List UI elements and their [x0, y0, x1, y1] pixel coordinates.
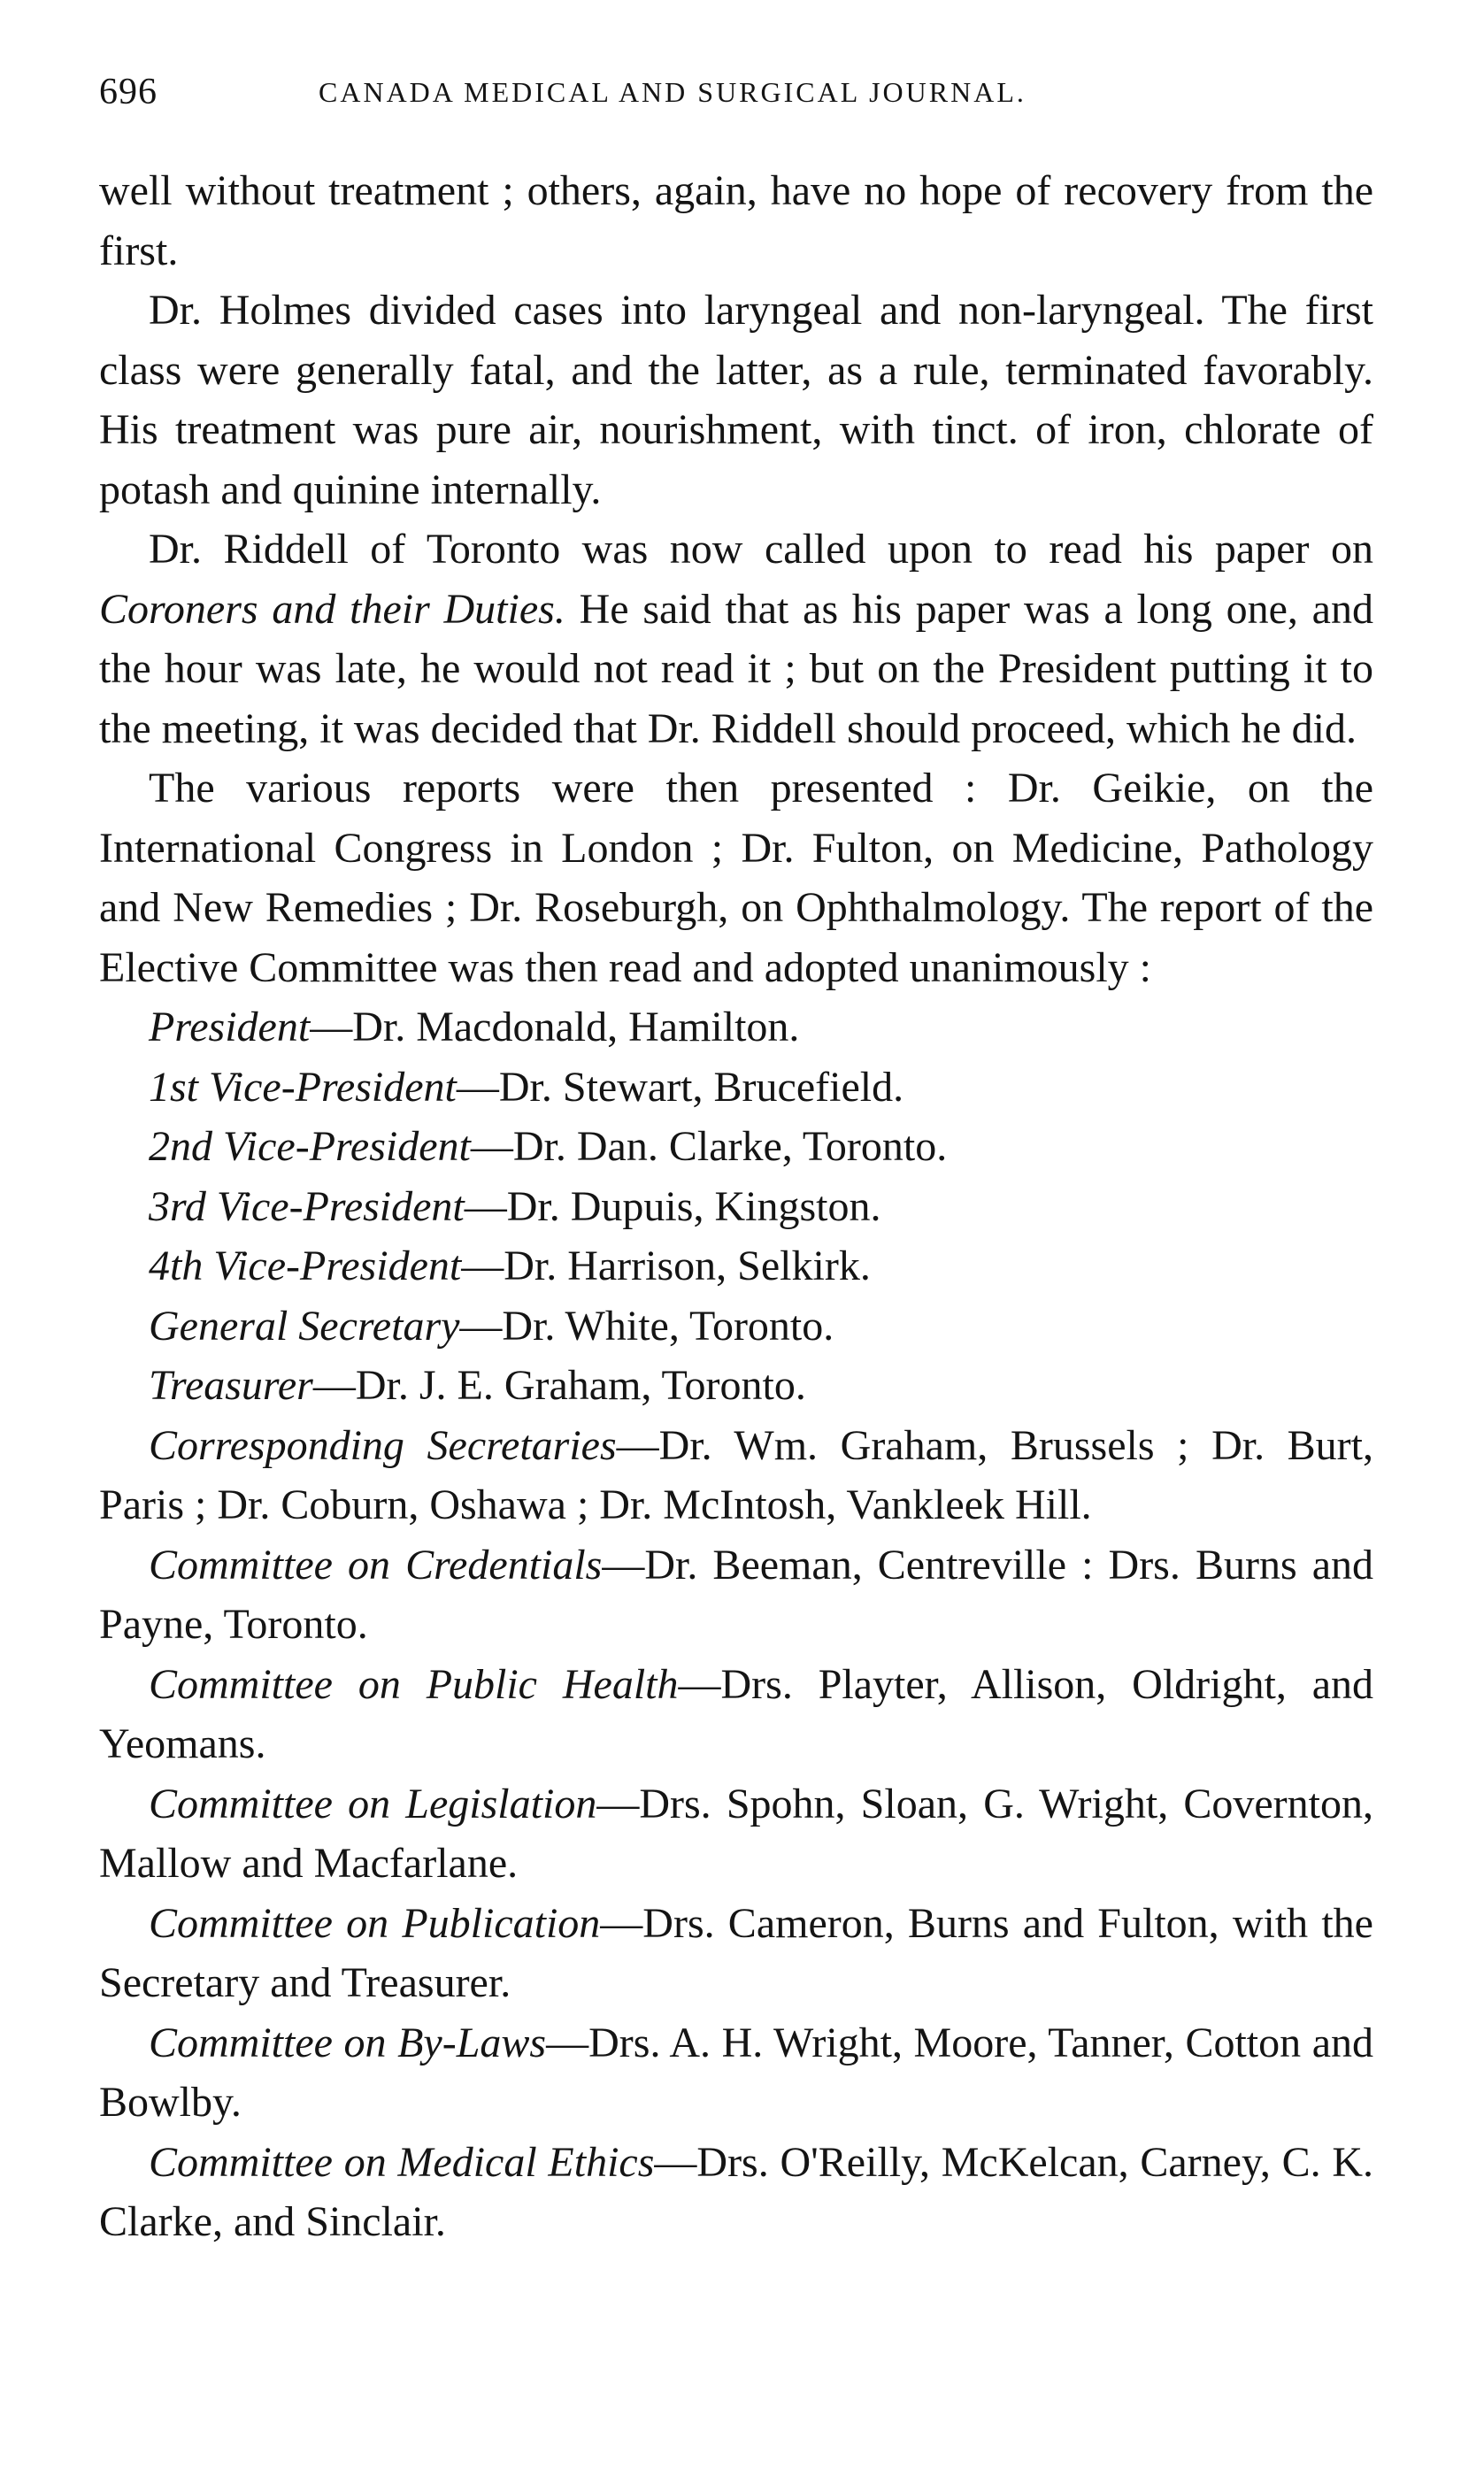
officer-role: Committee on Legislation: [149, 1780, 597, 1827]
officer-entry: [99, 1774, 1373, 1894]
journal-page: [99, 62, 1373, 2252]
page-header: [99, 62, 1373, 124]
officer-role: 4th Vice-President: [149, 1242, 462, 1289]
paragraph-reports: The various reports were then presented : Dr. Geikie, on the International Congress in London ; Dr. Fulton, on Medicine, Pathology and New Remedies ; Dr. Roseburgh, on Ophthalmology. The report of the Elective Committee was then read and adopted unanimously :: [99, 765, 1373, 991]
officer-entry: [99, 1177, 1373, 1237]
officer-role: 2nd Vice-President: [149, 1123, 471, 1170]
running-title: CANADA MEDICAL AND SURGICAL JOURNAL.: [319, 76, 1026, 108]
officer-entry: [99, 1058, 1373, 1118]
officer-names: —Drs. Playter, Allison, Oldright, and Yeomans.: [99, 1660, 1373, 1767]
officer-names: —Drs. A. H. Wright, Moore, Tanner, Cotton and Bowlby.: [99, 2019, 1373, 2126]
officer-names: —Dr. Dupuis, Kingston.: [464, 1182, 881, 1230]
officers-list: [99, 997, 1373, 2252]
officer-role: General Secretary: [149, 1302, 460, 1350]
article-body: [99, 161, 1373, 2252]
officer-names: —Dr. Beeman, Centreville : Drs. Burns and Payne, Toronto.: [99, 1541, 1374, 1648]
officer-role: Committee on Credentials: [149, 1541, 603, 1589]
paragraph-holmes: Dr. Holmes divided cases into laryngeal and non-laryngeal. The first class were generally fatal, and the latter, as a rule, terminated favorably. His treatment was pure air, nourishment, with tinct. of iron, chlorate of potash and quinine internally.: [99, 287, 1373, 513]
officer-entry: [99, 2013, 1373, 2133]
officer-entry: [99, 1535, 1373, 1655]
officer-entry: [99, 997, 1373, 1058]
paragraph-riddell-text-before: Dr. Riddell of Toronto was now called upon to read his paper on: [149, 526, 1373, 573]
officer-role: 1st Vice-President: [149, 1063, 457, 1111]
officer-names: —Drs. O'Reilly, McKelcan, Carney, C. K. Clarke, and Sinclair.: [99, 2138, 1373, 2245]
officer-names: —Drs. Spohn, Sloan, G. Wright, Covernton, Mallow and Macfarlane.: [99, 1780, 1374, 1887]
officer-names: —Drs. Cameron, Burns and Fulton, with the Secretary and Treasurer.: [99, 1899, 1373, 2006]
officer-names: —Dr. Stewart, Brucefield.: [456, 1063, 904, 1111]
officer-role: Treasurer: [149, 1362, 313, 1409]
officer-entry: [99, 1117, 1373, 1177]
officer-role: Committee on By-Laws: [149, 2019, 547, 2066]
officer-role: Committee on Medical Ethics: [149, 2138, 655, 2186]
officer-names: —Dr. Wm. Graham, Brussels ; Dr. Burt, Paris ; Dr. Coburn, Oshawa ; Dr. McIntosh, Vankleek Hill.: [99, 1421, 1374, 1528]
officer-entry: [99, 1356, 1373, 1416]
officer-entry: [99, 2133, 1373, 2252]
officer-role: President: [149, 1004, 311, 1050]
officer-role: Corresponding Secretaries: [149, 1421, 617, 1469]
paragraph-riddell: [99, 519, 1373, 758]
officer-role: Committee on Publication: [149, 1899, 601, 1947]
officer-entry: [99, 1894, 1373, 2013]
officer-entry: [99, 1236, 1373, 1296]
officer-names: —Dr. White, Toronto.: [459, 1302, 834, 1350]
officer-names: —Dr. J. E. Graham, Toronto.: [312, 1362, 806, 1409]
officer-names: —Dr. Harrison, Selkirk.: [461, 1242, 871, 1289]
officer-role: 3rd Vice-President: [149, 1182, 465, 1230]
paragraph-continuation: well without treatment ; others, again, have no hope of recovery from the first.: [99, 167, 1373, 274]
officer-names: —Dr. Macdonald, Hamilton.: [310, 1004, 800, 1050]
paper-title: Coroners and their Duties.: [99, 585, 565, 633]
paragraph-riddell-text-after: He said that as his paper was a long one, and the hour was late, he would not read it ; but on the President putting it to the meeting, it was decided that Dr. Riddell should proceed, which he did.: [99, 585, 1373, 752]
officer-entry: [99, 1296, 1373, 1357]
page-number: 696: [99, 72, 158, 112]
officer-entry: [99, 1655, 1373, 1774]
officer-entry: [99, 1416, 1373, 1535]
officer-role: Committee on Public Health: [149, 1660, 679, 1708]
officer-names: —Dr. Dan. Clarke, Toronto.: [470, 1123, 948, 1170]
